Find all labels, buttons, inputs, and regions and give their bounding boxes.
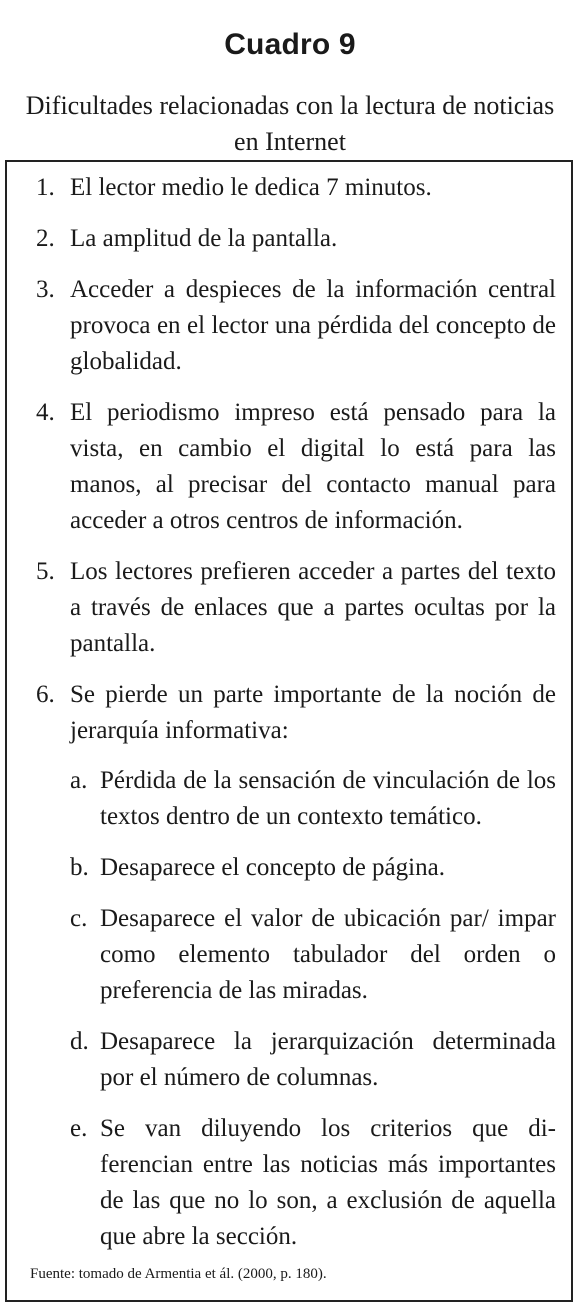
sublist-item bbox=[70, 850, 556, 886]
sublist-item-text: Desaparece el concepto de página. bbox=[100, 854, 445, 881]
list-item-text: Los lectores prefieren acceder a partes del texto a través de enlaces que a partes ocultas por la pantalla. bbox=[70, 558, 556, 657]
list-item-number: 6. bbox=[36, 681, 55, 708]
sublist-item bbox=[70, 1111, 556, 1255]
sublist-item bbox=[70, 1024, 556, 1096]
list-item bbox=[36, 272, 556, 380]
list-item-number: 1. bbox=[36, 174, 55, 201]
sublist-item bbox=[70, 901, 556, 1009]
sublist-item-text: Desaparece la jerarquización determinada por el número de columnas. bbox=[100, 1028, 556, 1091]
hierarchy-sublist bbox=[70, 763, 556, 1255]
sublist-item-text: Desaparece el valor de ubicación par/ impar como elemento tabulador del orden o preferencia de las miradas. bbox=[100, 905, 556, 1004]
list-item-text: Se pierde un parte importante de la noción de jerarquía informativa: bbox=[70, 681, 556, 744]
sublist-item-letter: d. bbox=[70, 1028, 89, 1055]
list-item-text: La amplitud de la pantalla. bbox=[70, 225, 338, 252]
list-item-text: Acceder a despieces de la información central provoca en el lector una pérdida del concepto de globalidad. bbox=[70, 276, 556, 375]
sublist-item bbox=[70, 763, 556, 835]
sublist-item-letter: b. bbox=[70, 854, 89, 881]
sublist-item-text: Pérdida de la sensación de vinculación de los textos dentro de un contexto temático. bbox=[100, 767, 556, 830]
source-note: Fuente: tomado de Armentia et ál. (2000, p. 180). bbox=[30, 1266, 327, 1282]
difficulties-list bbox=[36, 170, 556, 1270]
list-item bbox=[36, 221, 556, 257]
list-item bbox=[36, 170, 556, 206]
table-subtitle: Dificultades relacionadas con la lectura de noticias en Internet bbox=[25, 91, 555, 156]
list-item-text: El lector medio le dedica 7 minutos. bbox=[70, 174, 432, 201]
list-item-number: 4. bbox=[36, 399, 55, 426]
sublist-item-text: Se van diluyendo los criterios que diferencian entre las noticias más importantes de las que no lo son, a exclusión de aquella que abre la sección. bbox=[100, 1115, 556, 1250]
table-title: Cuadro 9 bbox=[224, 28, 356, 61]
list-item-number: 2. bbox=[36, 225, 55, 252]
sublist-item-letter: e. bbox=[70, 1115, 88, 1142]
list-item-number: 5. bbox=[36, 558, 55, 585]
list-item-number: 3. bbox=[36, 276, 55, 303]
list-item bbox=[36, 677, 556, 1255]
sublist-item-letter: c. bbox=[70, 905, 88, 932]
sublist-item-letter: a. bbox=[70, 767, 88, 794]
list-item bbox=[36, 554, 556, 662]
list-item-text: El periodismo impreso está pensado para la vista, en cambio el digital lo está para las manos, al precisar del contacto manual para acceder a otros centros de información. bbox=[70, 399, 556, 534]
list-item bbox=[36, 395, 556, 539]
